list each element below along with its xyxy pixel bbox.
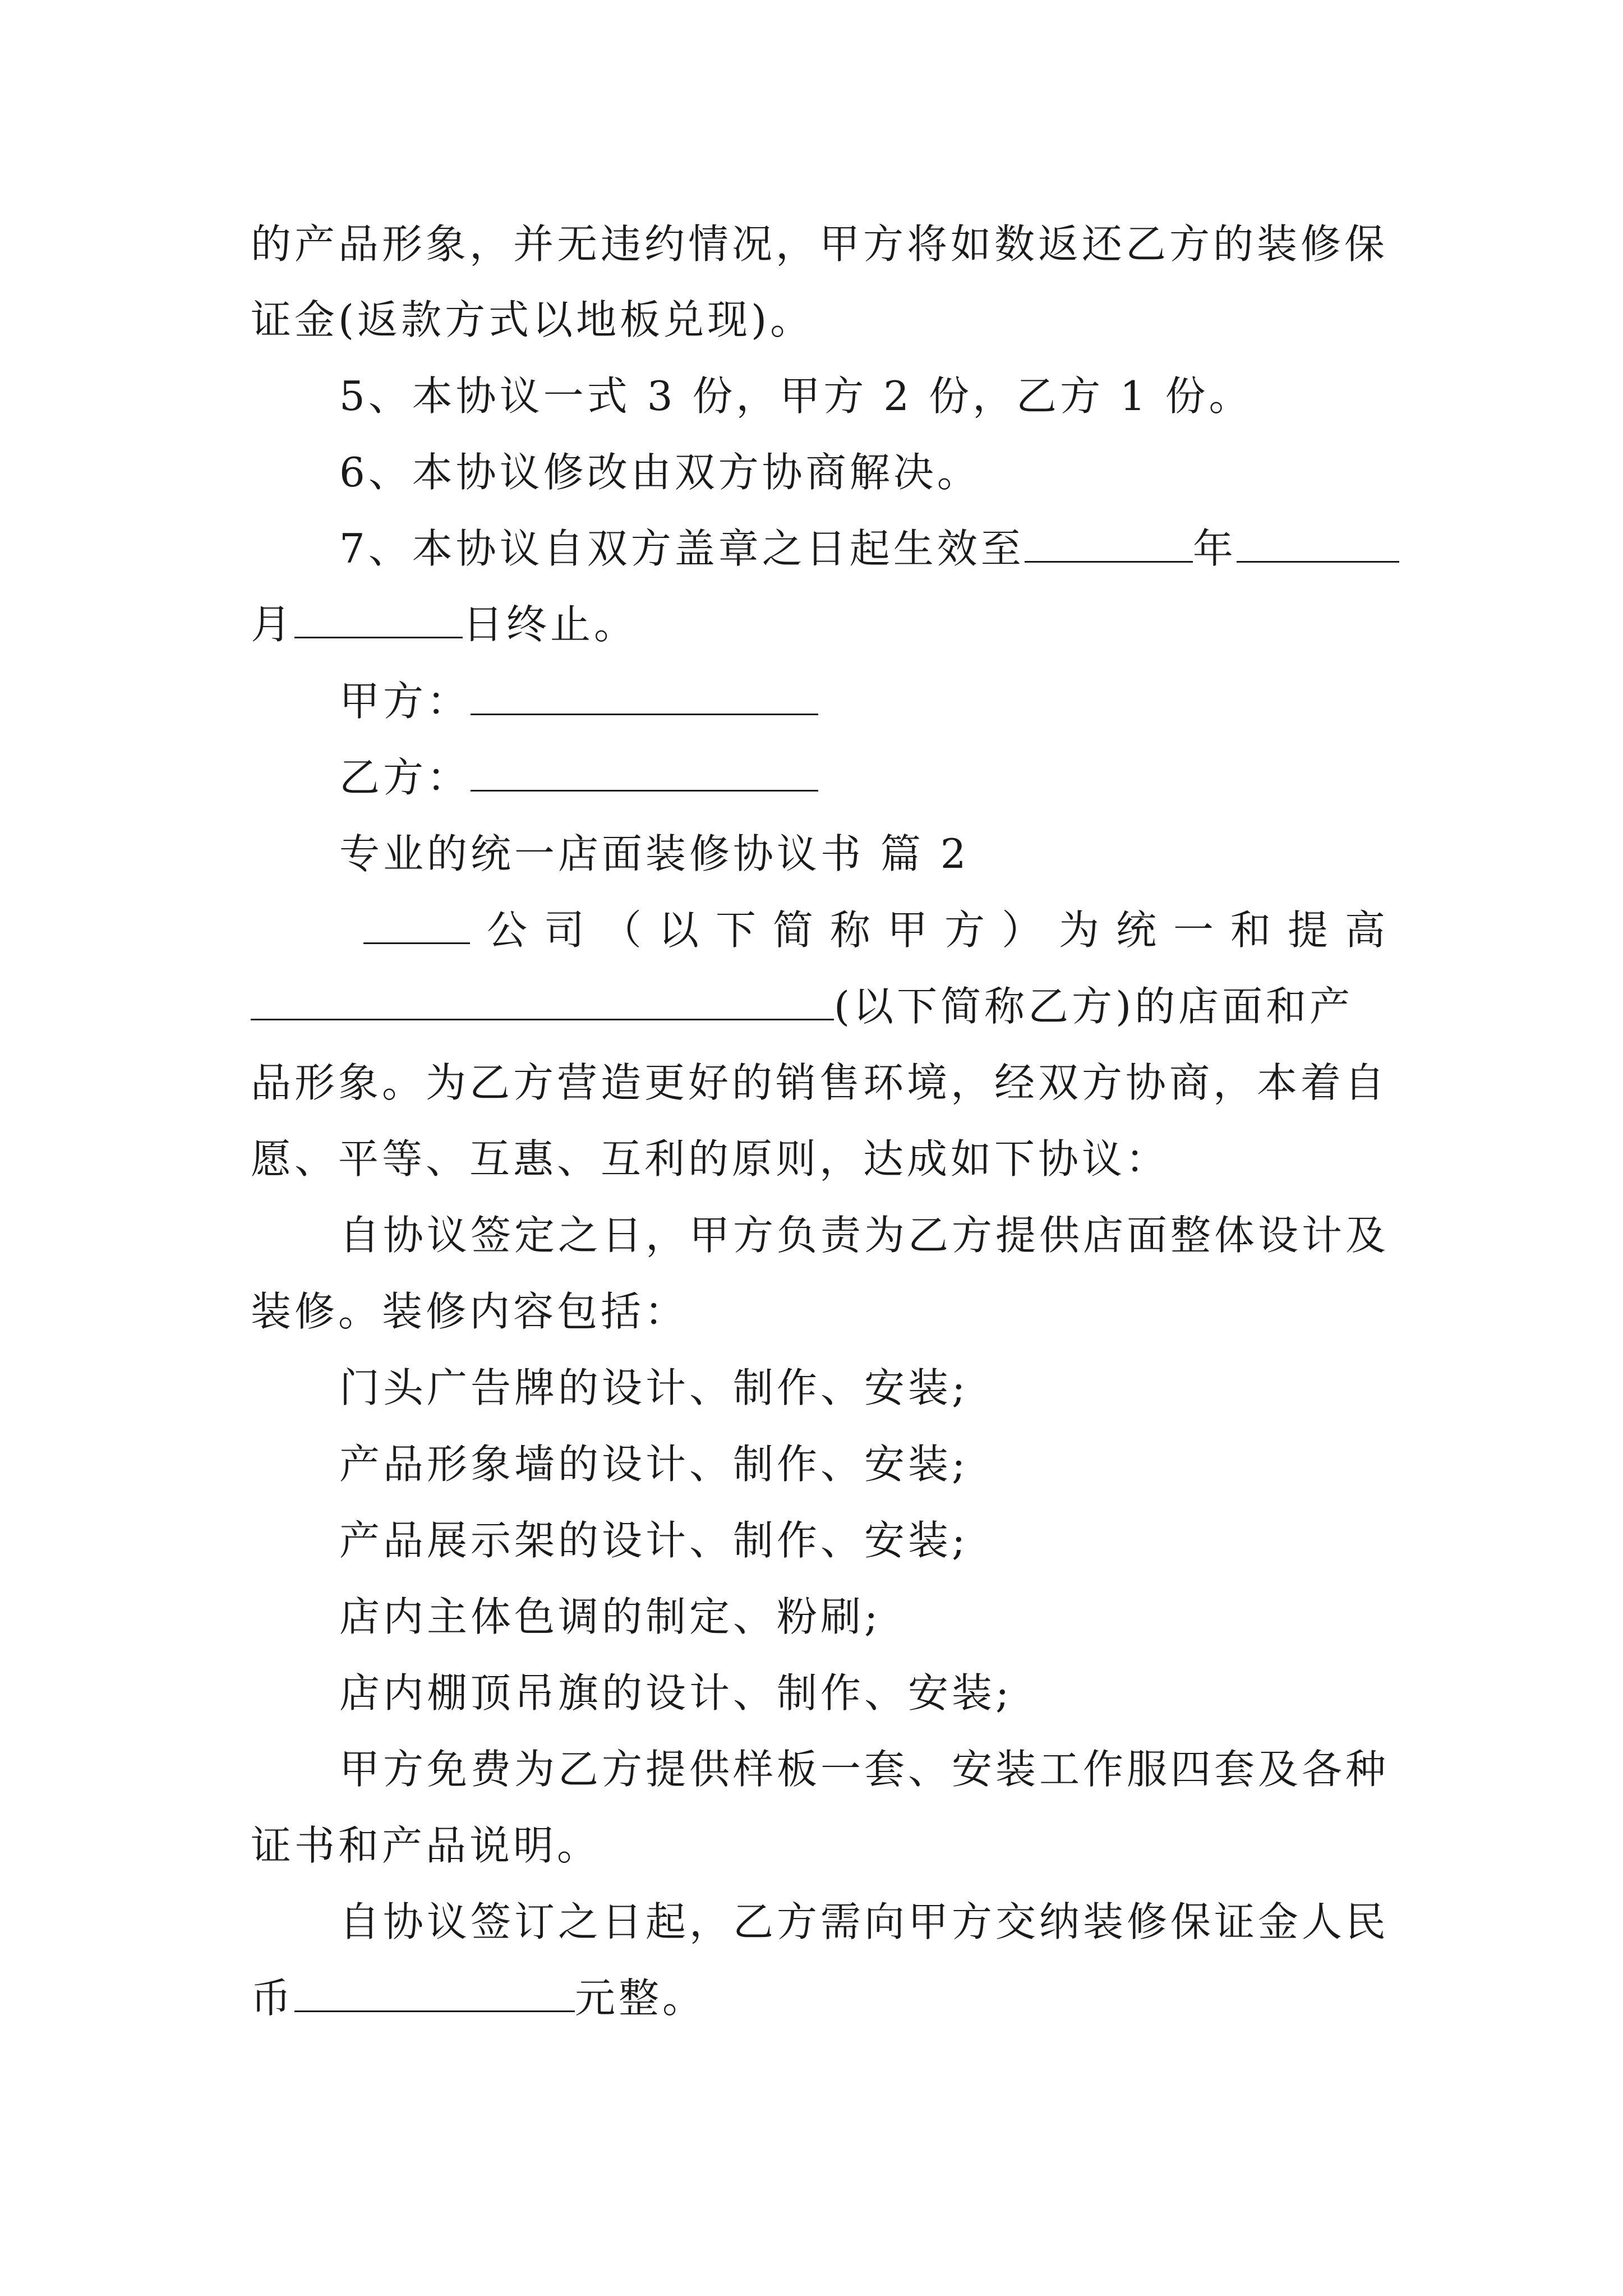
party-a-line xyxy=(339,673,1461,729)
paragraph-text: (以下简称乙方)的店面和产 xyxy=(834,983,1354,1030)
clause-7 xyxy=(339,521,1461,577)
clause-7-cont xyxy=(251,596,1372,652)
section-title: 专业的统一店面装修协议书 篇 2 xyxy=(339,830,970,877)
paragraph-line: 自协议签订之日起，乙方需向甲方交纳装修保证金人民 xyxy=(339,1898,1390,1945)
intro-char: 方 xyxy=(944,907,985,954)
company-blank xyxy=(363,910,470,944)
amount-blank xyxy=(294,1978,575,2012)
amount-suffix: 元整。 xyxy=(575,1975,707,2022)
intro-char: 司 xyxy=(543,907,584,954)
intro-char: 公 xyxy=(486,907,527,954)
paragraph-line: 装修。装修内容包括： xyxy=(251,1288,689,1335)
blank-line xyxy=(294,604,463,638)
party-b-line xyxy=(339,749,1461,806)
intro-char: 高 xyxy=(1344,907,1385,954)
blank-line xyxy=(1025,528,1193,563)
list-item: 产品形象墙的设计、制作、安装; xyxy=(339,1441,969,1488)
paragraph-line: 证书和产品说明。 xyxy=(251,1822,601,1869)
paragraph-line xyxy=(251,978,1372,1034)
paragraph-line: 自协议签定之日，甲方负责为乙方提供店面整体设计及 xyxy=(339,1212,1390,1259)
list-item: 门头广告牌的设计、制作、安装; xyxy=(339,1364,969,1411)
paragraph-line: 甲方免费为乙方提供样板一套、安装工作服四套及各种 xyxy=(339,1746,1390,1793)
party-b-label: 乙方： xyxy=(339,754,471,801)
party-b-name-blank xyxy=(251,986,834,1020)
intro-char: 为 xyxy=(1058,907,1099,954)
intro-line xyxy=(363,902,1385,958)
list-item: 店内棚顶吊旗的设计、制作、安装; xyxy=(339,1669,1013,1717)
signature-blank xyxy=(471,681,818,715)
currency-label: 币 xyxy=(251,1975,295,2022)
year-label: 年 xyxy=(1192,525,1237,572)
deposit-line xyxy=(251,1970,1372,2026)
intro-char: 统 xyxy=(1115,907,1156,954)
intro-char: 一 xyxy=(1173,907,1214,954)
intro-char: 和 xyxy=(1230,907,1271,954)
intro-char: 甲 xyxy=(887,907,928,954)
list-item: 店内主体色调的制定、粉刷; xyxy=(339,1593,882,1640)
paragraph-line: 品形象。为乙方营造更好的销售环境，经双方协商，本着自 xyxy=(251,1059,1389,1106)
intro-char: （ xyxy=(601,907,642,954)
intro-char: 简 xyxy=(772,907,813,954)
intro-char: 下 xyxy=(715,907,756,954)
intro-char: 称 xyxy=(829,907,870,954)
paragraph-line: 的产品形象，并无违约情况，甲方将如数返还乙方的装修保 xyxy=(251,220,1389,268)
intro-char: 提 xyxy=(1287,907,1328,954)
intro-char: ） xyxy=(1001,907,1042,954)
list-item: 产品展示架的设计、制作、安装; xyxy=(339,1517,969,1564)
clause-6: 6、本协议修改由双方协商解决。 xyxy=(339,449,981,496)
party-a-label: 甲方： xyxy=(339,678,471,725)
intro-char: 以 xyxy=(658,907,699,954)
day-label: 日终止。 xyxy=(463,601,638,648)
clause-5: 5、本协议一式 3 份，甲方 2 份，乙方 1 份。 xyxy=(339,372,1253,420)
clause-7-text: 7、本协议自双方盖章之日起生效至 xyxy=(339,525,1025,572)
paragraph-line: 愿、平等、互惠、互利的原则，达成如下协议： xyxy=(251,1135,1170,1182)
paragraph-line: 证金(返款方式以地板兑现)。 xyxy=(251,296,814,343)
month-label: 月 xyxy=(251,601,295,648)
signature-blank xyxy=(471,757,818,792)
blank-line xyxy=(1237,528,1399,563)
